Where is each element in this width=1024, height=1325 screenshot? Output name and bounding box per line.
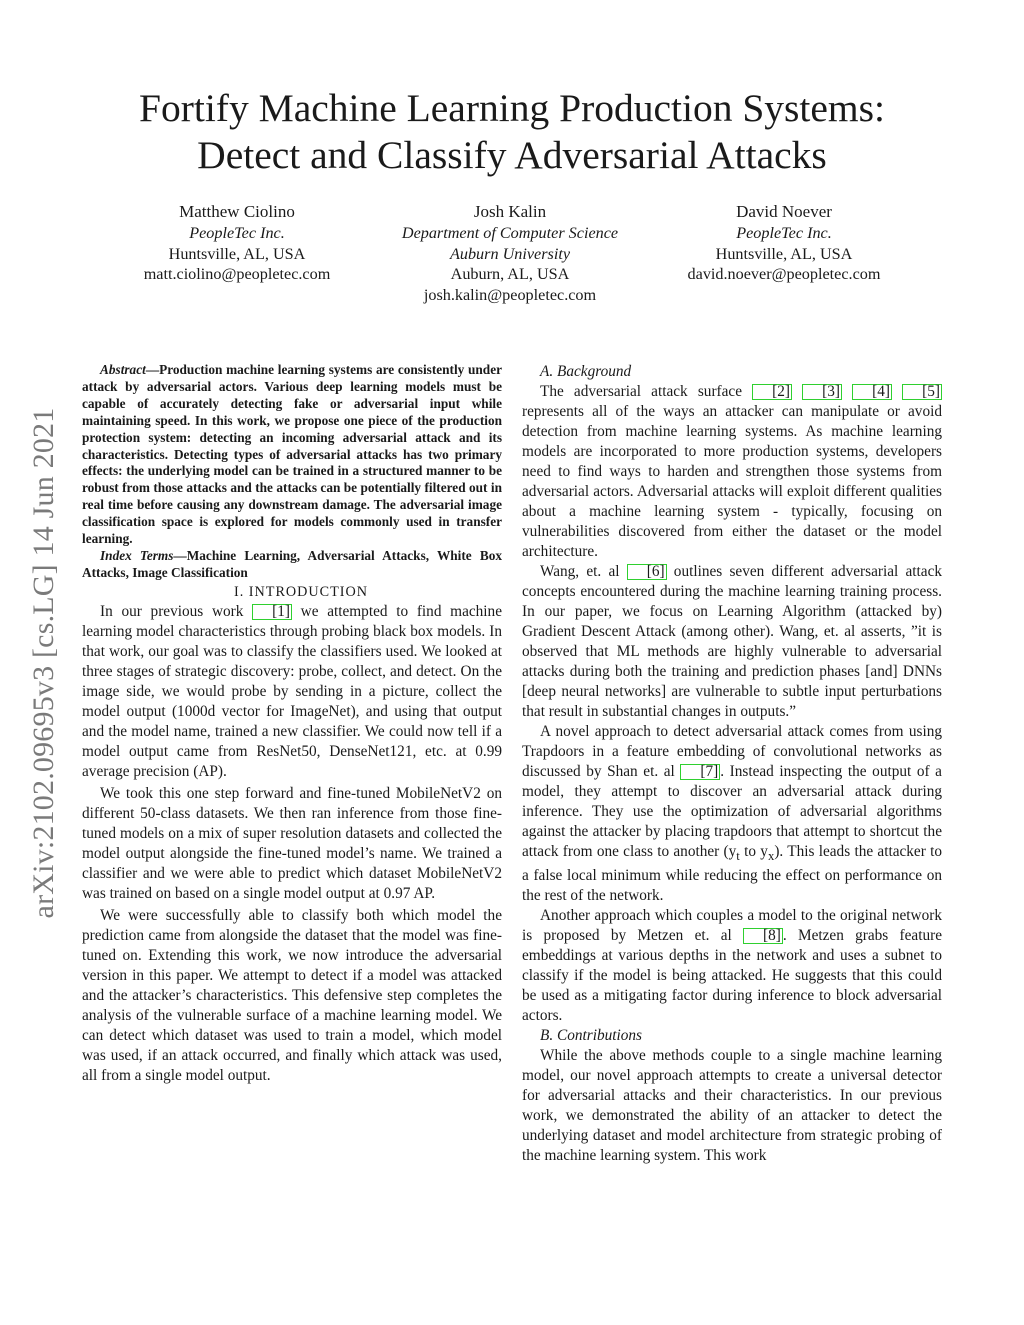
subscript: t	[736, 849, 740, 864]
text-run: Another approach which couples a model to the original network is proposed by Metzen et. al	[522, 907, 942, 945]
contributions-paragraph-1: While the above methods couple to a single machine learning model, our novel approach attempts to create a universal detector for adversarial attacks and their characteristics. In our previous work, we demonstrated the ability of an attacker to detect the underlying dataset and model architecture from strategic probing of the machine learning system. This work	[522, 1047, 942, 1165]
intro-paragraph-2: We took this one step forward and fine-tuned MobileNetV2 on different 50-class datasets. We then ran inference from those fine-tuned models on a mix of super resolution datasets and collected the model output alongside the fine-tuned model’s name. We trained a classifier and we were able to predict which dataset MobileNetV2 was trained on based on a single model output at 0.97 AP.	[82, 784, 502, 902]
author-block-2	[370, 202, 650, 306]
text-run: Wang, et. al	[540, 563, 627, 580]
author-block-3	[664, 202, 904, 285]
citation-link[interactable]: [2]	[752, 384, 792, 400]
author-affiliation: PeopleTec Inc.	[736, 223, 832, 242]
author-email: josh.kalin@peopletec.com	[423, 286, 597, 305]
background-paragraph-3	[522, 722, 942, 906]
index-terms: Index Terms—Machine Learning, Adversarial Attacks, White Box Attacks, Image Classification	[82, 547, 502, 580]
arxiv-identifier: arXiv:2102.09695v3 [cs.LG] 14 Jun 2021	[27, 407, 60, 918]
author-block-1	[117, 202, 357, 285]
text-run: . Instead inspecting the output of a model, they attempt to discover an adversarial attack during inference. They use the optimization of adversarial algorithms against the attacker by placing trapdoors that attempt to shortcut the attack from one class to another (y	[522, 763, 942, 860]
text-run: . Metzen grabs feature embeddings at various depths in the network and uses a subnet to classify if the model is being attacked. He suggests that this could be used as a mitigating factor during inference to block adversarial actors.	[522, 927, 942, 1025]
subscript: x	[767, 849, 775, 864]
text-run: outlines seven different adversarial attack concepts encountered during the machine learning training process. In our paper, we focus on Learning Algorithm (attacked by) Gradient Descent Attack (among other). Wang, et. al asserts, ”it is observed that ML methods are highly vulnerable to adversarial attacks during both the training and prediction phases [and] DNNs [deep neural networks] are vulnerable to subtle input perturbations that result in substantial changes in outputs.”	[522, 563, 943, 720]
text-run: The adversarial attack surface	[540, 383, 753, 400]
background-paragraph-2	[522, 562, 942, 722]
author-address: Auburn, AL, USA	[450, 265, 570, 284]
author-email: david.noever@peopletec.com	[687, 265, 881, 284]
intro-paragraph-3: We were successfully able to classify both which model the prediction came from alongside the dataset that the model was fine-tuned on. Extending this work, we now introduce the adversarial version in this paper. We attempt to detect if a model was attacked and the attacker’s characteristics. This defensive step completes the analysis of the vulnerable surface of a machine learning model. We can detect which dataset was used to train a model, which model was used, if an attack occurred, and finally which attack was used, all from a single model output.	[82, 906, 502, 1084]
paper-title-line-2: Detect and Classify Adversarial Attacks	[197, 133, 827, 177]
text-run: ). This leads the attacker to a false local minimum while reducing the effect on performance on the rest of the network.	[522, 843, 942, 905]
text-run: we attempted to find machine learning model characteristics through probing black box models. In that work, our goal was to classify the classifiers used. We looked at three stages of strategic discovery: probe, collect, and detect. On the image side, we would probe by sending in a picture, collect the model output (1000d vector for ImageNet), and using that output and the model name, trained a new classifier. We could now tell if a model output came from ResNet50, DenseNet121, etc. at 0.99 average precision (AP).	[82, 602, 502, 780]
citation-link[interactable]: [4]	[852, 384, 892, 400]
citation-link[interactable]: [1]	[252, 604, 292, 620]
text-run: represents all of the ways an attacker can manipulate or avoid detection from machine learning systems. As machine learning models are incorporated to more production systems, developers need to find ways to harden and strengthen those systems from adversarial actors. Adversarial attacks will exploit different qualities about a machine learning system - typically, focusing on vulnerabilities discovered from either the dataset or the model architecture.	[522, 403, 942, 560]
author-affiliation: Department of Computer Science	[401, 223, 619, 242]
author-address: Huntsville, AL, USA	[715, 244, 853, 263]
citation-link[interactable]: [8]	[743, 928, 783, 944]
subsection-heading-contributions: B. Contributions	[540, 1027, 642, 1045]
author-email: matt.ciolino@peopletec.com	[143, 265, 331, 284]
author-name: Josh Kalin	[473, 202, 547, 221]
citation-link[interactable]: [7]	[680, 764, 720, 780]
abstract-label: Abstract	[100, 362, 146, 377]
subsection-heading-background: A. Background	[540, 363, 632, 380]
abstract-text: Production machine learning systems are consistently under attack by adversarial actors. Various deep learning models must be capable of accurately detecting fake or adversarial input while maintaining speed. In this work, we propose one piece of the production protection system: detecting an incoming adversarial attack and its characteristics. Detecting types of adversarial attacks has two primary effects: the underlying model can be trained in a structured manner to be robust from those attacks and the attacks can be potentially filtered out in real time before causing any downstream damage. The adversarial image classification space is explored for models commonly used in transfer learning.	[82, 362, 502, 547]
text-run: In our previous work	[100, 602, 253, 620]
left-column	[82, 362, 502, 1086]
paper-title-line-1: Fortify Machine Learning Production Systems:	[138, 86, 885, 130]
right-column	[522, 362, 942, 1166]
citation-link[interactable]: [3]	[802, 384, 842, 400]
abstract: Abstract—Production machine learning systems are consistently under attack by adversarial actors. Various deep learning models must be capable of accurately detecting fake or adversarial input while maintaining speed. In this work, we propose one piece of the production protection system: detecting an incoming adversarial attack and its characteristics. Detecting types of adversarial attacks has two primary effects: the underlying model can be trained in a structured manner to be robust from those attacks and the attacks can be potentially filtered out in real time before causing any downstream damage. The adversarial image classification space is explored for models commonly used in transfer learning.	[82, 362, 502, 547]
background-paragraph-4	[522, 906, 942, 1026]
author-address: Huntsville, AL, USA	[168, 244, 306, 263]
text-run: A novel approach to detect adversarial attack comes from using Trapdoors in a feature embedding of convolutional networks as discussed by Shan et. al	[522, 723, 942, 780]
author-affiliation: PeopleTec Inc.	[189, 223, 285, 242]
index-terms-text: Machine Learning, Adversarial Attacks, White Box Attacks, Image Classification	[82, 547, 502, 580]
arxiv-sidebar	[14, 360, 74, 965]
section-heading-introduction: I. INTRODUCTION	[233, 583, 368, 600]
author-affiliation-2: Auburn University	[449, 244, 571, 263]
intro-paragraph-1	[82, 602, 502, 782]
background-paragraph-1	[522, 382, 942, 562]
index-terms-label: Index Terms	[100, 547, 174, 563]
citation-link[interactable]: [5]	[902, 384, 942, 400]
citation-link[interactable]: [6]	[627, 564, 667, 580]
author-name: Matthew Ciolino	[179, 202, 295, 221]
author-name: David Noever	[736, 202, 832, 221]
text-run: to y	[739, 843, 768, 860]
